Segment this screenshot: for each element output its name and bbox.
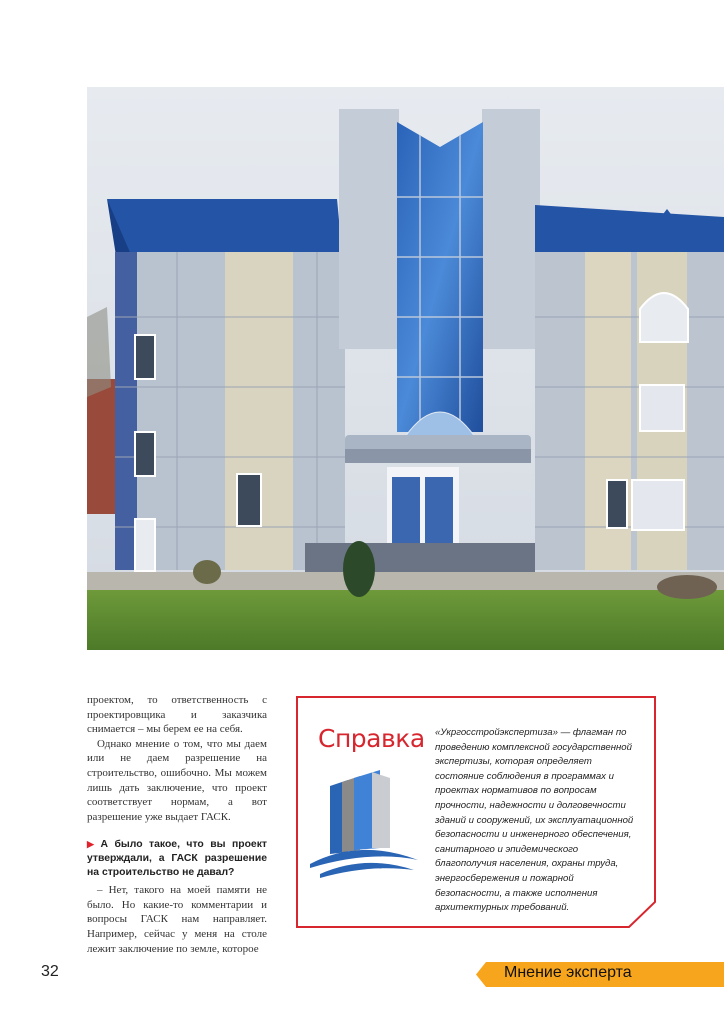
- building-photo: [87, 87, 724, 650]
- question-text: А было такое, что вы проект утверждали, а ГАСК разрешение на строительство не давал?: [87, 839, 267, 878]
- article-paragraph: Однако мнение о том, что мы даем или не даем разрешение на строительство, ошибочно. Мы можем лишь дать заключение, что проект соответствует нормам, а вот разрешение уже выдает ГАСК.: [87, 737, 267, 823]
- interview-question: [87, 838, 267, 879]
- triangle-bullet-icon: ▶: [87, 839, 98, 850]
- reference-title: Справка: [318, 724, 425, 753]
- section-label: Мнение эксперта: [504, 964, 632, 981]
- article-column: [87, 693, 267, 956]
- article-paragraph: проектом, то ответственность с проектировщика и заказчика снимается – мы берем ее на себя.: [87, 694, 267, 736]
- reference-box: [296, 696, 656, 928]
- page-number: 32: [41, 963, 59, 980]
- article-paragraph: – Нет, такого на моей памяти не было. Но какие-то комментарии и вопросы ГАСК нам направляет. Например, сейчас у меня на столе лежит заключение по земле, которое: [87, 884, 267, 955]
- reference-text: «Укргосстройэкспертиза» — флагман по проведению комплексной государственной экспертизы, которая определяет состояние соблюдения в программах и проектах нормативов по вопросам прочности, надежности и долговечности зданий и сооружений, их эксплуатационной безопасности и инженерного обеспечения, санитарного и эпидемического благополучия населения, охраны труда, энергосбережения и пожарной безопасности, а также исполнения архитектурных требований.: [435, 727, 634, 914]
- section-tab: [476, 962, 724, 987]
- building-logo-icon: [310, 768, 420, 880]
